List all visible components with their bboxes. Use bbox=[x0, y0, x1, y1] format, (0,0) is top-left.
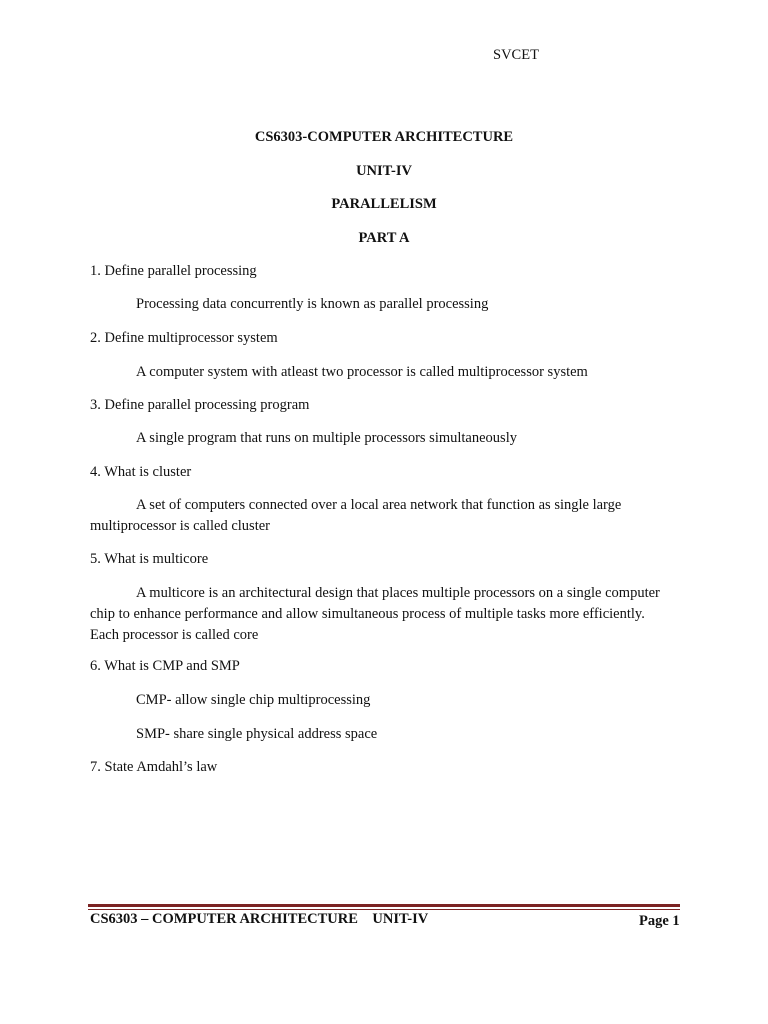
answer-5-text: A multicore is an architectural design that places multiple processors on a single computer chip to enhance performance and allow simultaneous process of multiple tasks more efficiently. Each processor is called core bbox=[90, 585, 660, 643]
footer-course-unit: CS6303 – COMPUTER ARCHITECTURE UNIT-IV bbox=[90, 911, 429, 927]
footer-rule-thick bbox=[88, 904, 680, 907]
answer-3: A single program that runs on multiple processors simultaneously bbox=[136, 430, 517, 446]
question-1: 1. Define parallel processing bbox=[90, 263, 257, 279]
course-title: CS6303-COMPUTER ARCHITECTURE bbox=[254, 129, 514, 145]
header-institution: SVCET bbox=[493, 47, 539, 63]
question-6: 6. What is CMP and SMP bbox=[90, 658, 240, 674]
answer-4-text: A set of computers connected over a local area network that function as single large multiprocessor is called cluster bbox=[90, 497, 622, 534]
footer-page-number: Page 1 bbox=[639, 913, 680, 929]
answer-2: A computer system with atleast two processor is called multiprocessor system bbox=[136, 364, 588, 380]
question-7: 7. State Amdahl’s law bbox=[90, 759, 218, 775]
answer-5 bbox=[90, 583, 675, 646]
answer-1: Processing data concurrently is known as parallel processing bbox=[136, 296, 489, 312]
answer-4 bbox=[90, 495, 675, 537]
topic-title: PARALLELISM bbox=[331, 196, 437, 212]
part-title: PART A bbox=[358, 230, 410, 246]
answer-6-smp: SMP- share single physical address space bbox=[136, 726, 378, 742]
question-2: 2. Define multiprocessor system bbox=[90, 330, 278, 346]
unit-title: UNIT-IV bbox=[356, 163, 412, 179]
footer-rule-thin bbox=[88, 909, 680, 910]
question-4: 4. What is cluster bbox=[90, 464, 192, 480]
question-3: 3. Define parallel processing program bbox=[90, 397, 310, 413]
answer-6-cmp: CMP- allow single chip multiprocessing bbox=[136, 692, 371, 708]
question-5: 5. What is multicore bbox=[90, 551, 209, 567]
